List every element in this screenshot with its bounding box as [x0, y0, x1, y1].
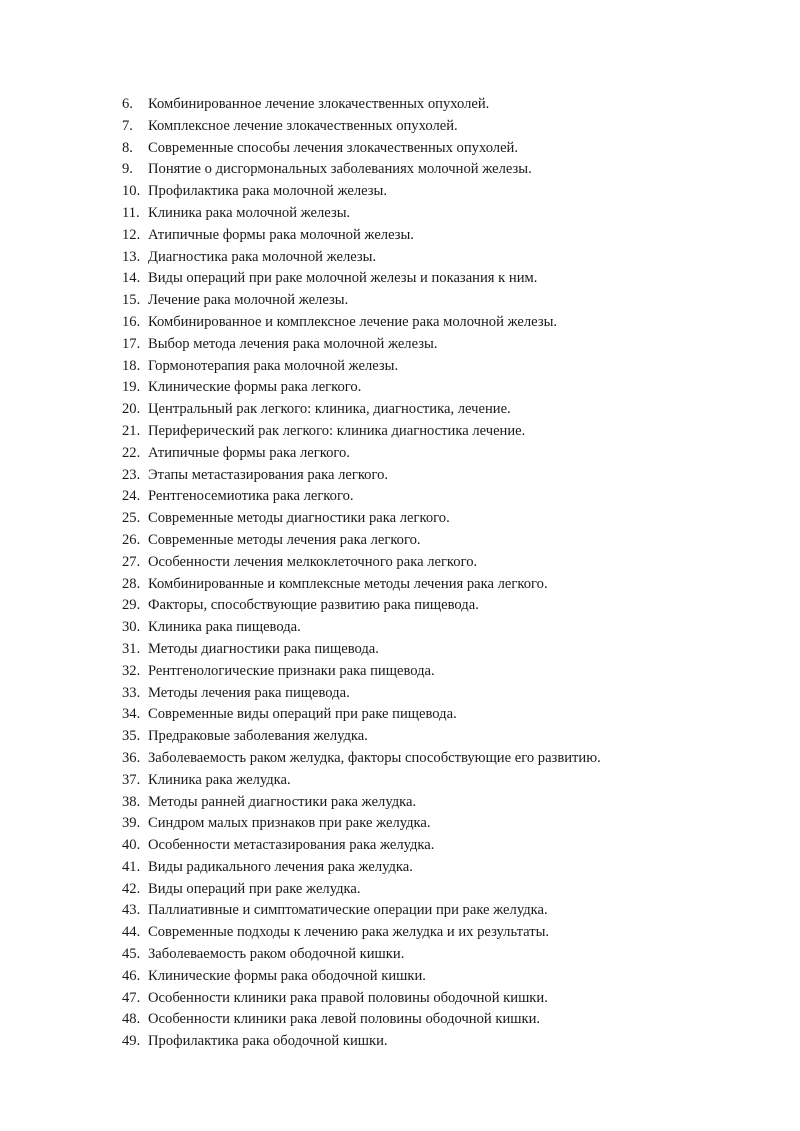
list-item-number: 40. [122, 837, 141, 854]
list-item [122, 857, 601, 879]
list-item-text: Атипичные формы рака легкого. [148, 444, 350, 461]
list-item-text: Современные методы лечения рака легкого. [148, 531, 421, 548]
list-item-number: 46. [122, 967, 141, 984]
list-item-text: Комбинированное лечение злокачественных опухолей. [148, 96, 490, 112]
list-item [122, 399, 601, 421]
list-item-number: 25. [122, 510, 141, 527]
list-item-number: 19. [122, 379, 141, 396]
list-item [122, 116, 601, 138]
list-item-text: Клиника рака желудка. [148, 771, 291, 788]
list-item [122, 1009, 601, 1031]
list-item-number: 45. [122, 946, 141, 963]
list-item [122, 377, 601, 399]
list-item [122, 247, 601, 269]
list-item-number: 24. [122, 488, 141, 505]
list-item [122, 290, 601, 312]
list-item [122, 225, 601, 247]
list-item-number: 36. [122, 749, 141, 766]
list-item-number: 47. [122, 989, 141, 1006]
list-item-text: Атипичные формы рака молочной железы. [148, 226, 414, 243]
list-item-text: Лечение рака молочной железы. [148, 292, 349, 309]
list-item-text: Центральный рак легкого: клиника, диагностика, лечение. [148, 401, 511, 418]
list-item-text: Клиника рака молочной железы. [148, 204, 351, 221]
list-item-text: Этапы метастазирования рака легкого. [148, 466, 389, 483]
list-item-number: 21. [122, 422, 141, 439]
list-item-number: 16. [122, 313, 141, 330]
list-item-number: 48. [122, 1011, 141, 1028]
list-item-text: Комбинированное и комплексное лечение рака молочной железы. [148, 313, 558, 330]
list-item-text: Периферический рак легкого: клиника диагностика лечение. [148, 422, 526, 439]
list-item [122, 312, 601, 334]
list-item [122, 661, 601, 683]
list-item-text: Методы ранней диагностики рака желудка. [148, 793, 417, 810]
list-item-text: Современные подходы к лечению рака желудка и их результаты. [148, 924, 550, 941]
list-item-text: Рентгеносемиотика рака легкого. [148, 488, 354, 505]
list-item [122, 552, 601, 574]
list-item-text: Выбор метода лечения рака молочной железы. [148, 335, 438, 352]
list-item [122, 922, 601, 944]
list-item-text: Клинические формы рака легкого. [148, 379, 362, 396]
list-item-number: 18. [122, 357, 141, 374]
list-item-text: Комплексное лечение злокачественных опухолей. [148, 117, 458, 134]
list-item-text: Виды радикального лечения рака желудка. [148, 858, 413, 875]
list-item [122, 268, 601, 290]
list-item-number: 32. [122, 662, 141, 679]
list-item [122, 639, 601, 661]
list-item-text: Клиника рака пищевода. [148, 619, 301, 636]
list-item-number: 7. [122, 117, 133, 134]
list-item-text: Виды операций при раке молочной железы и показания к ним. [148, 270, 538, 287]
list-item [122, 159, 601, 181]
list-item-text: Предраковые заболевания желудка. [148, 728, 368, 745]
list-item-text: Клинические формы рака ободочной кишки. [148, 967, 426, 984]
list-item-number: 12. [122, 226, 141, 243]
list-item-text: Особенности клиники рака левой половины ободочной кишки. [148, 1011, 541, 1028]
list-item-number: 44. [122, 924, 141, 941]
list-item-number: 49. [122, 1033, 141, 1050]
list-item-text: Современные виды операций при раке пищевода. [148, 706, 457, 723]
list-item-text: Заболеваемость раком желудка, факторы способствующие его развитию. [148, 749, 601, 766]
list-item [122, 813, 601, 835]
list-item-number: 33. [122, 684, 141, 701]
list-item-text: Паллиативные и симптоматические операции при раке желудка. [148, 902, 548, 919]
list-item-number: 27. [122, 553, 141, 570]
list-item-number: 29. [122, 597, 141, 614]
list-item [122, 421, 601, 443]
question-list [122, 94, 601, 1053]
list-item-number: 14. [122, 270, 141, 287]
list-item-number: 10. [122, 183, 141, 200]
list-item-number: 30. [122, 619, 141, 636]
list-item-text: Понятие о дисгормональных заболеваниях молочной железы. [148, 161, 532, 178]
list-item-text: Современные методы диагностики рака легкого. [148, 510, 450, 527]
list-item [122, 879, 601, 901]
list-item [122, 835, 601, 857]
list-item-number: 6. [122, 96, 133, 112]
list-item-text: Рентгенологические признаки рака пищевода. [148, 662, 435, 679]
list-item [122, 1031, 601, 1053]
list-item [122, 486, 601, 508]
list-item-number: 23. [122, 466, 141, 483]
list-item-text: Виды операций при раке желудка. [148, 880, 361, 897]
list-item [122, 683, 601, 705]
list-item [122, 900, 601, 922]
list-item-text: Профилактика рака ободочной кишки. [148, 1033, 388, 1050]
list-item [122, 770, 601, 792]
list-item [122, 617, 601, 639]
list-item [122, 465, 601, 487]
list-item-number: 35. [122, 728, 141, 745]
list-item [122, 988, 601, 1010]
list-item [122, 704, 601, 726]
list-item [122, 181, 601, 203]
list-item [122, 595, 601, 617]
list-item [122, 334, 601, 356]
list-item-text: Профилактика рака молочной железы. [148, 183, 387, 200]
list-item-number: 41. [122, 858, 141, 875]
list-item [122, 508, 601, 530]
list-item-text: Особенности клиники рака правой половины ободочной кишки. [148, 989, 548, 1006]
list-item-number: 31. [122, 640, 141, 657]
list-item [122, 966, 601, 988]
list-item [122, 94, 601, 116]
list-item-number: 26. [122, 531, 141, 548]
list-item [122, 203, 601, 225]
list-item-number: 37. [122, 771, 141, 788]
list-item [122, 748, 601, 770]
list-item [122, 138, 601, 160]
list-item-number: 34. [122, 706, 141, 723]
list-item-number: 22. [122, 444, 141, 461]
list-item-number: 13. [122, 248, 141, 265]
list-item [122, 792, 601, 814]
list-item-number: 8. [122, 139, 133, 156]
list-item [122, 574, 601, 596]
list-item-text: Заболеваемость раком ободочной кишки. [148, 946, 405, 963]
list-item-text: Комбинированные и комплексные методы лечения рака легкого. [148, 575, 548, 592]
list-item-number: 42. [122, 880, 141, 897]
list-item-text: Методы диагностики рака пищевода. [148, 640, 379, 657]
list-item-number: 20. [122, 401, 141, 418]
list-item [122, 356, 601, 378]
list-item-text: Факторы, способствующие развитию рака пищевода. [148, 597, 479, 614]
list-item-text: Гормонотерапия рака молочной железы. [148, 357, 399, 374]
list-item-number: 28. [122, 575, 141, 592]
list-item [122, 726, 601, 748]
list-item-number: 17. [122, 335, 141, 352]
list-item-number: 11. [122, 204, 140, 221]
list-item-text: Методы лечения рака пищевода. [148, 684, 350, 701]
list-item-text: Особенности лечения мелкоклеточного рака легкого. [148, 553, 478, 570]
list-item [122, 944, 601, 966]
list-item-text: Особенности метастазирования рака желудка. [148, 837, 435, 854]
list-item-number: 15. [122, 292, 141, 309]
list-item-text: Современные способы лечения злокачественных опухолей. [148, 139, 519, 156]
list-item-number: 38. [122, 793, 141, 810]
list-item [122, 530, 601, 552]
list-item-text: Диагностика рака молочной железы. [148, 248, 377, 265]
list-item-number: 9. [122, 161, 133, 178]
list-item-text: Синдром малых признаков при раке желудка. [148, 815, 431, 832]
list-item-number: 43. [122, 902, 141, 919]
list-item [122, 443, 601, 465]
list-item-number: 39. [122, 815, 141, 832]
